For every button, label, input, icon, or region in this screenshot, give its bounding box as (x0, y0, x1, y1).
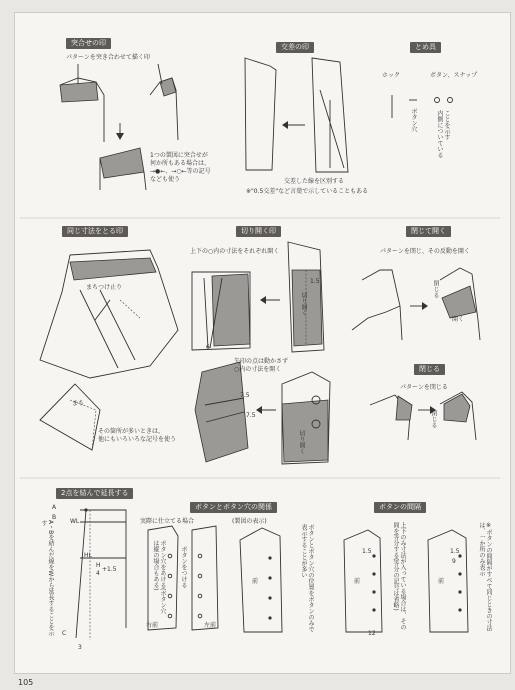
extend-formula-bottom: 4 (96, 570, 100, 577)
spacing-pattern-left (344, 530, 382, 632)
fastener-note: ことを示す 内側についている (436, 110, 450, 158)
close-open-source (362, 270, 402, 340)
skirt-yoke (70, 258, 156, 280)
button-rel-draft (240, 528, 282, 632)
cut-open-label2: 切り開く (298, 430, 305, 454)
button-rel-front-label: 前 (252, 578, 259, 585)
section-title-close: 閉じる (414, 364, 445, 375)
section-title-crossing: 交差の印 (276, 42, 314, 53)
extend-label-hl: HL (84, 552, 92, 559)
cut-open-shaded (212, 274, 250, 346)
fastener-snap-label: ボタン、スナップ (430, 72, 478, 79)
button-rel-note2: ボタンをつける (180, 546, 187, 588)
button-rel-note3: ボタンとボタン穴の位置をボタンのみで表示することが多い (300, 524, 314, 632)
button-rel-actual-label: 実際に仕立てる場合 (140, 518, 195, 525)
button-spacing-front: 前 (354, 578, 361, 585)
button-spacing-note2: ※ボタンの間隔がすべて同じときの寸法は、一か所のみ表示 (478, 522, 492, 631)
button-spacing-num2: 12 (368, 630, 376, 637)
cut-open-num2: 6 (206, 344, 210, 351)
cut-open-num4: 7.5 (246, 412, 256, 419)
extend-label-c: C (62, 630, 67, 637)
spacing-pattern-right (428, 530, 468, 632)
section-title-extend: 2点を結んで延長する (56, 488, 133, 499)
close-open-open-label: 開く (452, 316, 465, 323)
button-spacing-front2: 前 (438, 578, 445, 585)
cut-open-num3: 7.5 (240, 392, 250, 399)
crossing-note: ※"0.5交差"など言葉で示していることもある (246, 188, 369, 195)
extend-formula-top: H (96, 562, 101, 569)
close-open-shaded (442, 286, 476, 318)
section-title-same-length: 同じ寸法をとる印 (62, 226, 128, 237)
button-spacing-num1: 1.5 (362, 548, 372, 555)
notch-caption: パターンを突き合わせて描く印 (66, 54, 150, 61)
button-symbol (435, 98, 440, 103)
gusset-pattern (40, 384, 100, 450)
section-title-cut-open: 切り開く印 (236, 226, 281, 237)
button-spacing-num3: 1.5 (450, 548, 460, 555)
section-title-button-spacing: ボタンの間隔 (374, 502, 426, 513)
cut-open-caption: 上下の○内の寸法をそれぞれ開く (190, 248, 280, 255)
fastener-hook-label: ホック (382, 72, 401, 79)
button-rel-left-front (192, 526, 218, 630)
extend-label-wl: WL (70, 518, 80, 525)
close-open-close-label: 閉じる (432, 280, 439, 298)
button-rel-draft-label: (製図の表示) (232, 518, 267, 525)
button-rel-note1: ボタン穴をあける(ボタン穴は縦の場合もある) (152, 540, 166, 615)
fastener-buttonhole-label: ボタン穴 (410, 108, 417, 132)
close-label: 閉じる (430, 410, 437, 428)
same-length-gusset-label: まち (72, 400, 85, 407)
cut-open-caption2: 矢印の点は動かさず ○内の寸法を開く (234, 358, 289, 373)
button-spacing-num4: 9 (452, 558, 456, 565)
extend-note: A・Bを結んだ線をWから延長することを示す (40, 520, 54, 637)
crossing-pattern-left (245, 58, 276, 170)
extend-line (76, 510, 86, 638)
close-open-caption: パターンを閉じ、その反動を開く (380, 248, 470, 255)
close-caption: パターンを閉じる (400, 384, 448, 391)
notch-note: 1つの製図に突合せが 何か所もある場合は、 →●←、→○←等の記号 なども使う (150, 152, 211, 183)
page-number: 105 (18, 678, 34, 687)
sleeve-source-shaded (282, 400, 328, 462)
same-length-dart-label: まちつけ止り (86, 284, 122, 291)
extend-label-3: 3 (78, 644, 82, 651)
button-rel-left-front-label: 左前 (204, 622, 217, 629)
notch-joined-piece (100, 148, 144, 178)
cut-open-label: 切り開く (300, 292, 307, 316)
section-title-fastener: とめ具 (410, 42, 441, 53)
section-title-button-relation: ボタンとボタン穴の関係 (190, 502, 277, 513)
notch-shaded-left (60, 82, 98, 102)
button-rel-right-front-label: 右前 (146, 622, 159, 629)
section-title-notch: 突合せの印 (66, 38, 111, 49)
section-title-close-open: 閉じて開く (406, 226, 451, 237)
snap-symbol (448, 98, 453, 103)
extend-label-b: B (52, 514, 57, 521)
crossing-caption: 交差した線を区別する (284, 178, 345, 185)
notch-shaded-right (160, 78, 176, 96)
same-length-note: その箇所が多いときは、 他にもいろいろな記号を使う (98, 428, 177, 443)
button-spacing-note1: 上下のみ寸法が入っている場合は、その間を等分する(等分の記号は省略) (392, 522, 406, 630)
extend-label-a: A (52, 504, 57, 511)
extend-formula-plus: +1.5 (102, 566, 117, 573)
cut-open-num1: 1.5 (310, 278, 320, 285)
sleeve-cut-open (195, 362, 248, 462)
